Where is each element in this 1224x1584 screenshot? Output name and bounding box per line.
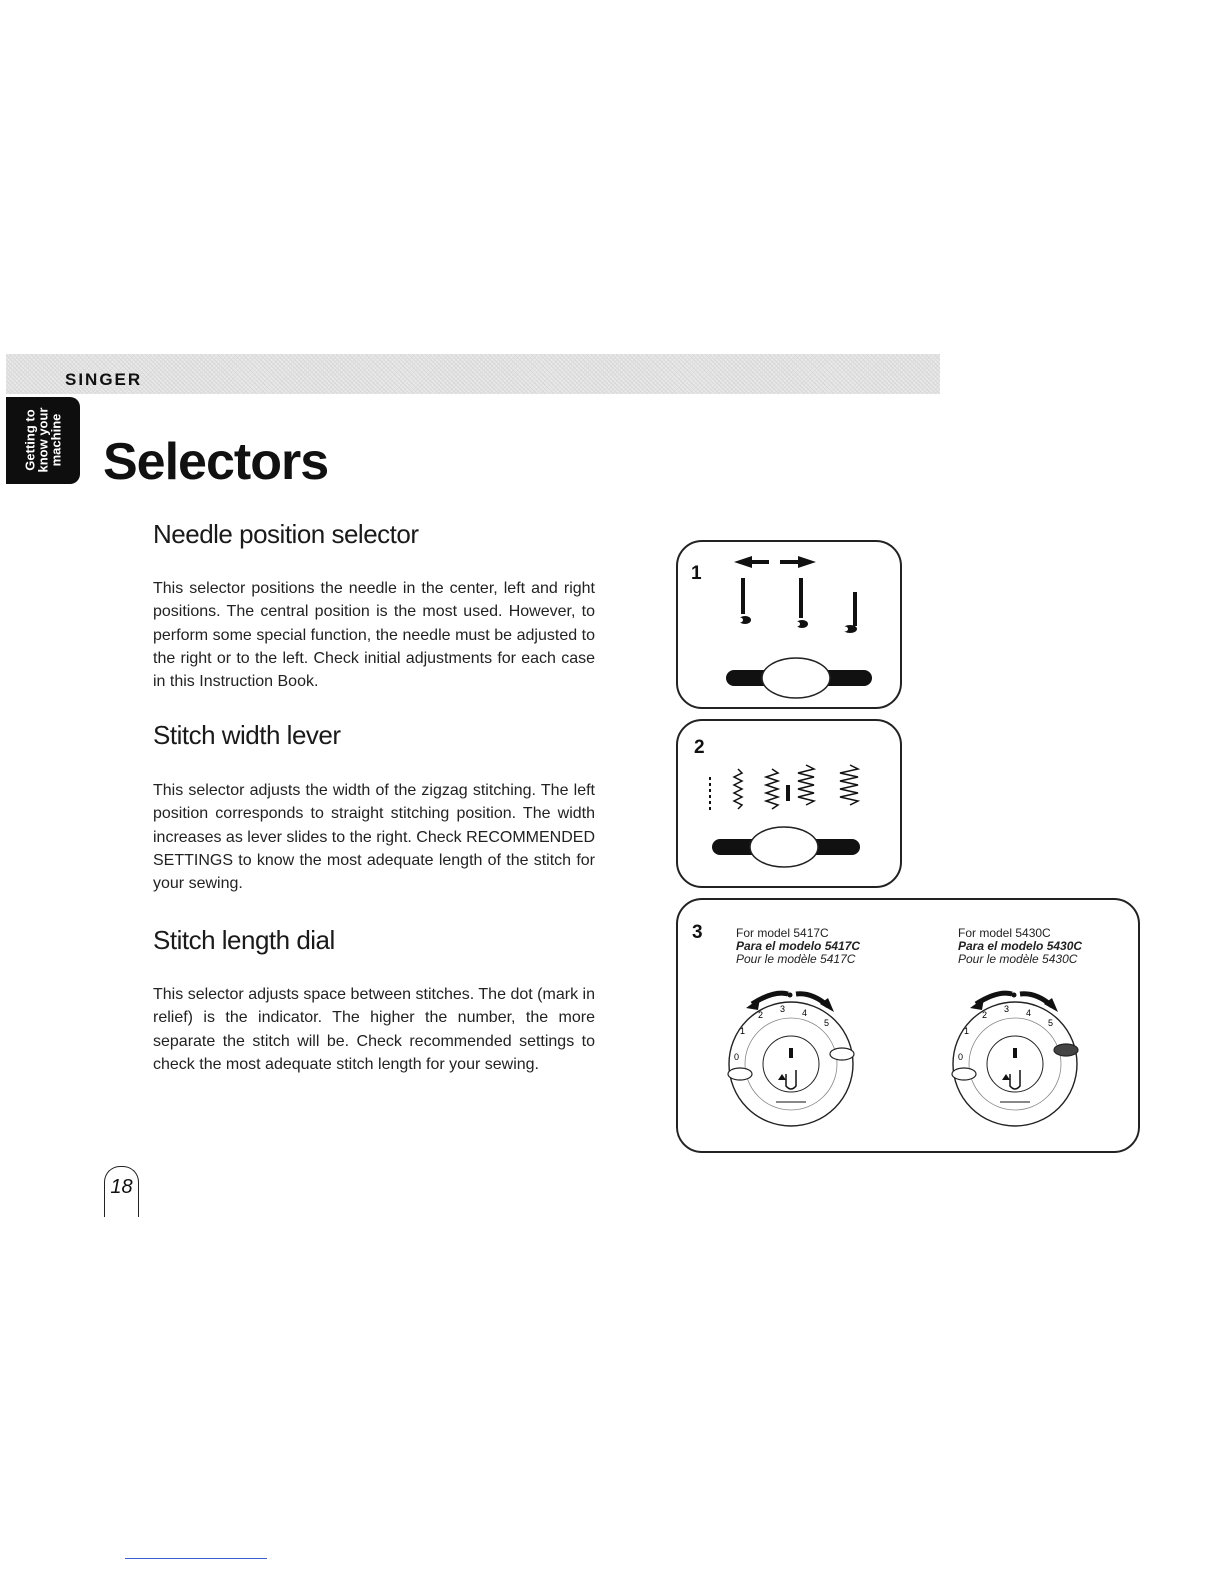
dial-number-4: 4: [1026, 1008, 1032, 1018]
dial-number-2: 2: [758, 1010, 764, 1020]
section-body-stitch-length: This selector adjusts space between stitches. The dot (mark in relief) is the indicator. The higher the number, the more separate the stitch will be. Check recommended settings to check the most adequate stitch length for your sewing.: [153, 986, 595, 1073]
needle-icon: [842, 592, 857, 633]
stitch-width-illustration: [676, 719, 902, 889]
chapter-tab-line-3: machine: [48, 413, 64, 467]
section-body-stitch-width: This selector adjusts the width of the zigzag stitching. The left position corresponds to straight stitching position. The width increases as lever slides to the right. Check RECOMMENDED SETTINGS to know the most adequate length of the stitch for your sewing.: [153, 782, 595, 893]
section-heading-stitch-width: Stitch width lever: [153, 720, 341, 750]
arrow-left-icon: [734, 556, 769, 568]
dial-number-3: 3: [780, 1004, 786, 1014]
zigzag-stitch-icon: [798, 765, 814, 805]
zigzag-stitch-icon: [734, 769, 742, 809]
brand-logo: SINGER: [65, 370, 143, 389]
width-lever-icon: [712, 827, 860, 867]
header-band: [6, 354, 940, 394]
section-heading-stitch-length: Stitch length dial: [153, 925, 335, 955]
model-5417c-caption: [736, 927, 860, 966]
needle-icon: [794, 578, 808, 628]
section-heading-needle-position: Needle position selector: [153, 519, 419, 549]
needle-position-illustration: [676, 540, 902, 710]
figure-2-number: 2: [694, 737, 705, 758]
rotate-arrow-icon: [746, 998, 760, 1010]
model-5430c-fr: Pour le modèle 5430C: [958, 952, 1078, 966]
section-body-needle-position: This selector positions the needle in the center, left and right positions. The central position is the most used. However, to perform some special function, the needle must be adjusted to the right or to the left. Check initial adjustments for each case in this Instruction Book.: [153, 580, 595, 691]
stitch-length-dial-icon: [940, 982, 1090, 1132]
dial-number-0: 0: [958, 1052, 964, 1062]
dial-number-1: 1: [740, 1026, 746, 1036]
model-5430c-en: For model 5430C: [958, 926, 1051, 940]
dial-number-1: 1: [964, 1026, 970, 1036]
needle-icon: [737, 578, 751, 624]
selector-slider-icon: [726, 658, 872, 698]
chapter-tab-line-2: know your: [35, 407, 51, 473]
dial-number-5: 5: [1048, 1018, 1054, 1028]
model-5417c-en: For model 5417C: [736, 926, 829, 940]
footer-divider: [125, 1558, 267, 1559]
model-5417c-es: Para el modelo 5417C: [736, 939, 861, 953]
page-title: Selectors: [103, 433, 329, 491]
dial-number-5: 5: [824, 1018, 830, 1028]
chapter-tab-line-1: Getting to: [22, 409, 38, 471]
arrow-right-icon: [780, 556, 816, 568]
figure-3-number: 3: [692, 922, 703, 943]
dial-number-0: 0: [734, 1052, 740, 1062]
rotate-arrow-icon: [970, 998, 984, 1010]
page-number: 18: [104, 1166, 139, 1217]
model-5417c-fr: Pour le modèle 5417C: [736, 952, 856, 966]
figure-1-number: 1: [691, 563, 702, 584]
model-5430c-caption: [958, 927, 1082, 966]
dial-number-4: 4: [802, 1008, 808, 1018]
zigzag-stitch-icon: [766, 769, 790, 809]
chapter-tab-label: [24, 399, 63, 481]
model-5430c-es: Para el modelo 5430C: [958, 939, 1083, 953]
dial-number-2: 2: [982, 1010, 988, 1020]
stitch-length-dial-icon: [716, 982, 866, 1132]
zigzag-stitch-icon: [840, 765, 858, 805]
dial-number-3: 3: [1004, 1004, 1010, 1014]
